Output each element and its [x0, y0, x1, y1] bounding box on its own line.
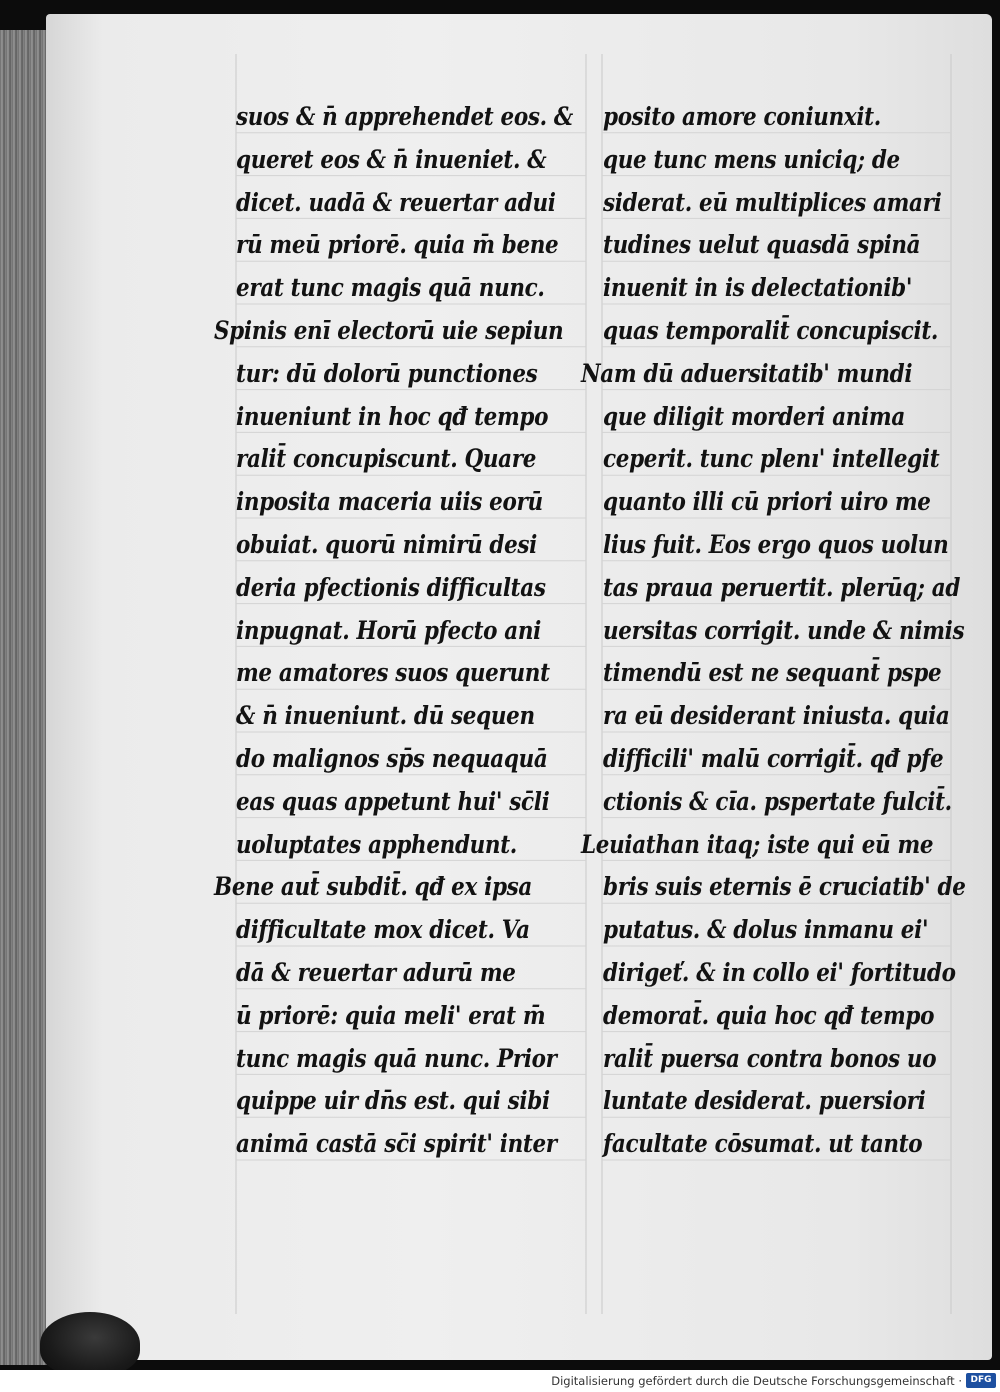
- manuscript-line: inpugnat. Horū pfecto ani: [236, 615, 542, 645]
- manuscript-line: erat tunc magis quā nunc.: [236, 273, 545, 303]
- manuscript-line: suos & n̄ apprehendet eos. &: [236, 102, 573, 131]
- manuscript-line: difficultate mox dicet. Va: [236, 915, 530, 945]
- manuscript-line: lius fuit. Eos ergo quos uolun: [603, 529, 949, 559]
- manuscript-line: ū priorē: quia meli' erat m̄: [236, 1000, 546, 1030]
- manuscript-line: bris suis eternis ē cruciatib' de: [603, 872, 966, 902]
- holding-thumb: [40, 1312, 140, 1370]
- footer-bar: [0, 1370, 1000, 1392]
- manuscript-line: quas temporalit̄ concupiscit.: [603, 315, 939, 345]
- manuscript-line: deria pfectionis difficultas: [236, 572, 546, 602]
- manuscript-line: uersitas corrigit. unde & nimis: [603, 615, 965, 645]
- dfg-logo: DFG: [966, 1373, 996, 1388]
- manuscript-line: inueniunt in hoc qđ tempo: [236, 401, 549, 431]
- manuscript-line: siderat. eū multiplices amari: [603, 187, 942, 217]
- manuscript-line: timendū est ne sequant̄ pspe: [603, 658, 942, 688]
- manuscript-line: Spinis enī electorū uie sepiun: [214, 315, 564, 345]
- manuscript-line: posito amore coniunxit.: [603, 102, 881, 131]
- manuscript-line: Bene aut̄ subdit̄. qđ ex ipsa: [214, 872, 532, 902]
- manuscript-line: queret eos & n̄ inueniet. &: [236, 144, 547, 174]
- manuscript-line: facultate cōsumat. ut tanto: [603, 1129, 923, 1159]
- right-text-column: [581, 96, 966, 1166]
- manuscript-line: inposita maceria uiis eorū: [236, 487, 543, 517]
- manuscript-line: obuiat. quorū nimirū desi: [236, 529, 537, 559]
- manuscript-line: ctionis & cı̄a. pspertate fulcit̄.: [603, 786, 952, 816]
- manuscript-line: que diligit morderi anima: [603, 401, 905, 431]
- manuscript-line: luntate desiderat. puersiori: [603, 1086, 926, 1116]
- manuscript-line: me amatores suos querunt: [236, 658, 550, 688]
- manuscript-line: tunc magis quā nunc. Prior: [236, 1043, 557, 1073]
- manuscript-line: tas praua peruertit. plerūq; ad: [603, 572, 961, 602]
- manuscript-line: quippe uir dn̄s est. qui sibi: [236, 1086, 550, 1116]
- manuscript-line: ralit̄ puersa contra bonos uo: [603, 1043, 937, 1073]
- manuscript-line: putatus. & dolus inmanu ei': [603, 915, 929, 945]
- manuscript-line: inuenit in is delectationib': [603, 273, 913, 303]
- manuscript-line: dā & reuertar adurū me: [236, 957, 516, 987]
- manuscript-line: dicet. uadā & reuertar adui: [236, 187, 556, 217]
- manuscript-line: & n̄ inueniunt. dū sequen: [236, 701, 535, 731]
- manuscript-line: animā castā sc̄i spirit' inter: [236, 1129, 557, 1159]
- left-text-column: [214, 96, 581, 1166]
- manuscript-line: tudines uelut quasdā spinā: [603, 230, 921, 260]
- footer-credit: Digitalisierung gefördert durch die Deutsche Forschungsgemeinschaft ·: [551, 1374, 962, 1388]
- manuscript-line: Leuiathan itaq; iste qui eū me: [581, 829, 934, 859]
- manuscript-page: [46, 14, 992, 1360]
- manuscript-line: do malignos sp̄s nequaquā: [236, 743, 548, 773]
- manuscript-line: difficili' malū corrigit̄. qđ pfe: [603, 743, 944, 773]
- manuscript-line: ra eū desiderant iniusta. quia: [603, 701, 950, 731]
- manuscript-line: eas quas appetunt hui' sc̄li: [236, 786, 550, 816]
- manuscript-line: dirigeť. & in collo ei' fortitudo: [603, 957, 956, 987]
- manuscript-line: quanto illi cū priori uiro me: [603, 487, 931, 517]
- manuscript-line: Nam dū aduersitatib' mundi: [581, 358, 913, 388]
- manuscript-line: tur: dū dolorū punctiones: [236, 358, 538, 388]
- manuscript-line: demorat̄. quia hoc qđ tempo: [603, 1000, 935, 1030]
- manuscript-line: que tunc mens uniciq; de: [603, 144, 900, 174]
- manuscript-line: ralit̄ concupiscunt. Quare: [236, 444, 537, 474]
- manuscript-line: rū meū priorē. quia m̄ bene: [236, 230, 559, 260]
- manuscript-line: uoluptates apphendunt.: [236, 829, 517, 859]
- manuscript-line: ceperit. tunc plenı' intellegit: [603, 444, 940, 474]
